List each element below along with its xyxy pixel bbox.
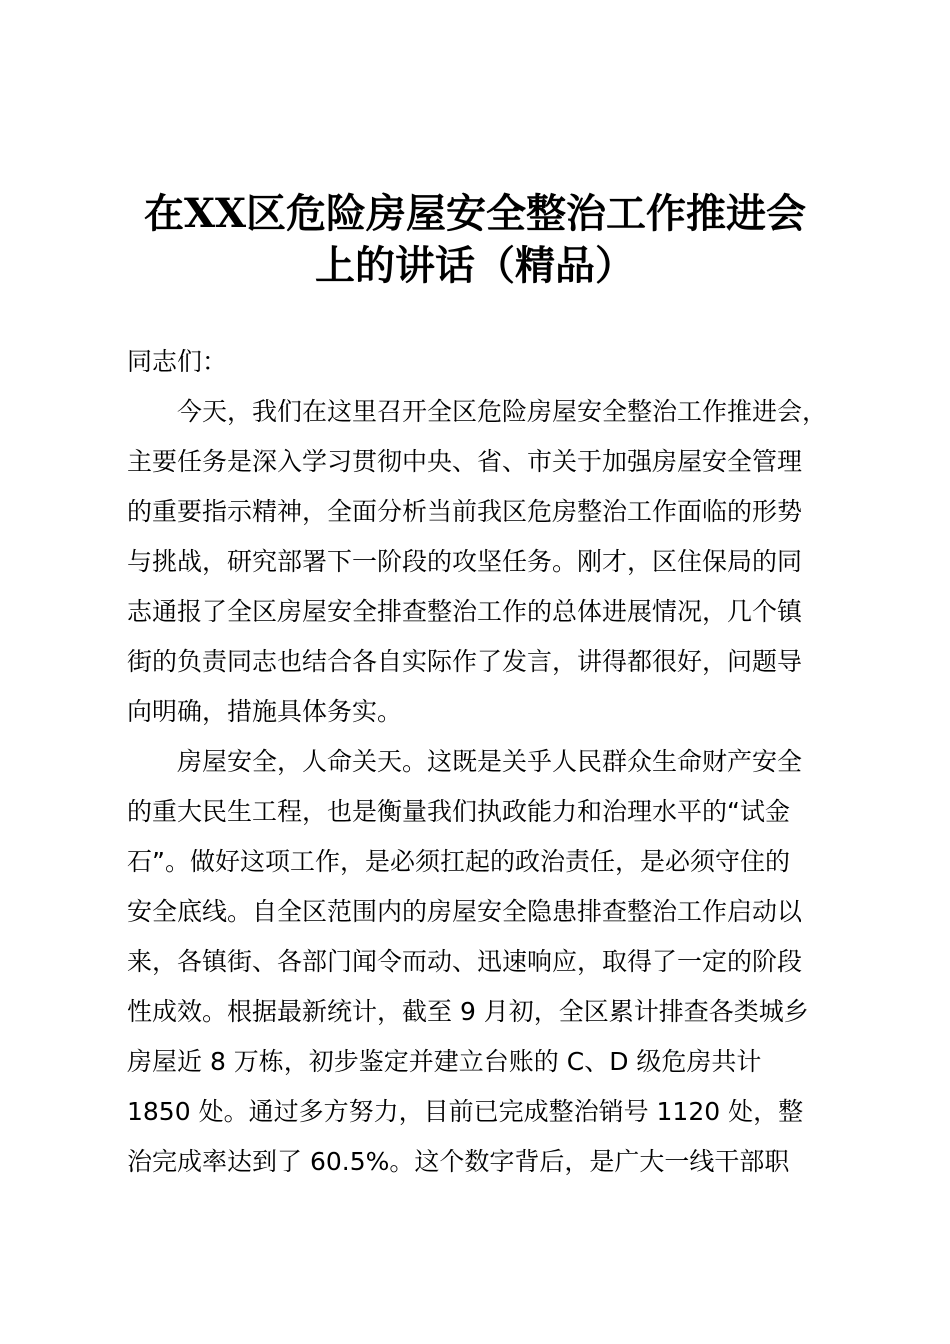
paragraph-line: 石”。做好这项工作，是必须扛起的政治责任，是必须守住的 [127, 847, 790, 876]
paragraph-line: 治完成率达到了 60.5%。这个数字背后，是广大一线干部职 [127, 1147, 790, 1176]
salutation: 同志们： [127, 347, 228, 376]
paragraph-line: 安全底线。自全区范围内的房屋安全隐患排查整治工作启动以 [127, 897, 803, 926]
paragraph-line: 与挑战，研究部署下一阶段的攻坚任务。刚才，区住保局的同 [127, 547, 803, 576]
document-title [100, 188, 850, 292]
paragraph-line: 街的负责同志也结合各自实际作了发言，讲得都很好，问题导 [127, 647, 803, 676]
paragraph-line: 的重大民生工程，也是衡量我们执政能力和治理水平的“试金 [127, 797, 790, 826]
document-body [127, 337, 827, 1187]
paragraph-line: 主要任务是深入学习贯彻中央、省、市关于加强房屋安全管理 [127, 447, 803, 476]
paragraph [127, 387, 827, 737]
paragraph-line: 房屋近 8 万栋，初步鉴定并建立台账的 C、D 级危房共计 [127, 1047, 762, 1076]
paragraph-line: 向明确，措施具体务实。 [127, 697, 403, 726]
paragraph [127, 737, 827, 1187]
paragraph-line: 性成效。根据最新统计，截至 9 月初，全区累计排查各类城乡 [127, 997, 809, 1026]
paragraph-line: 的重要指示精神，全面分析当前我区危房整治工作面临的形势 [127, 497, 803, 526]
paragraph-line: 今天，我们在这里召开全区危险房屋安全整治工作推进会， [177, 397, 828, 426]
paragraph-line: 来，各镇街、各部门闻令而动、迅速响应，取得了一定的阶段 [127, 947, 803, 976]
title-line: 在XX区危险房屋安全整治工作推进会 [143, 190, 807, 237]
paragraph-line: 房屋安全，人命关天。这既是关乎人民群众生命财产安全 [177, 747, 803, 776]
paragraph-line: 志通报了全区房屋安全排查整治工作的总体进展情况，几个镇 [127, 597, 803, 626]
title-line: 上的讲话（精品） [315, 242, 635, 289]
paragraph-line: 1850 处。通过多方努力，目前已完成整治销号 1120 处，整 [127, 1097, 804, 1126]
